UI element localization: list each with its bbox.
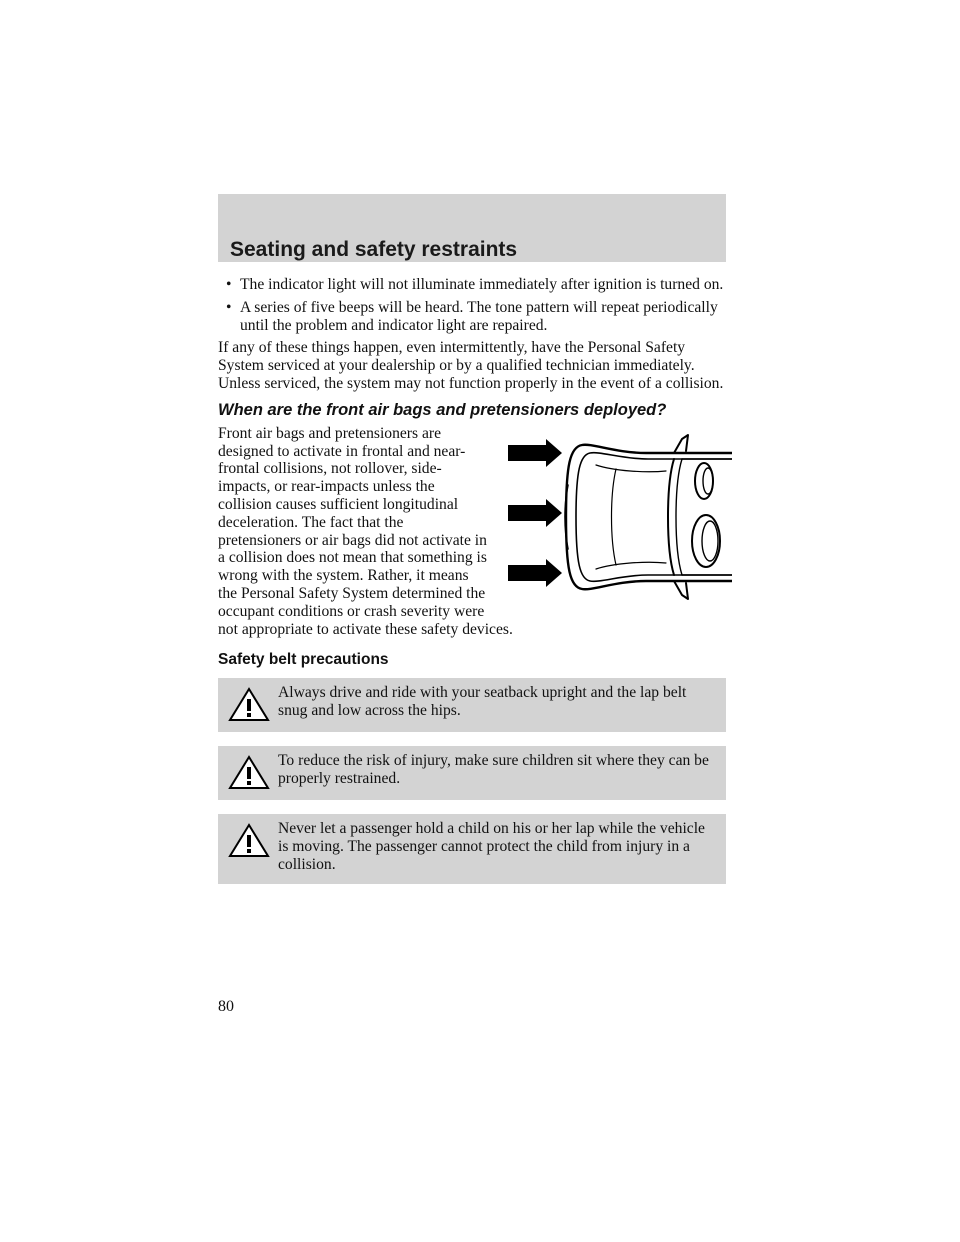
impact-arrows [508,439,562,587]
warning-box [218,814,726,884]
section-header-band [218,194,726,262]
warning-box [218,678,726,732]
warning-triangle-icon [228,686,270,722]
deployment-section [218,425,726,639]
subheading-deployment: When are the front air bags and pretensioners deployed? [218,400,667,419]
bullet-item [218,276,726,294]
warning-triangle-icon [228,822,270,858]
bullet-symbol: • [226,276,232,293]
body-paragraph: If any of these things happen, even intermittently, have the Personal Safety System serviced at your dealership or by a qualified technician immediately. Unless serviced, the system may not function properly in the event of a collision. [218,339,724,392]
car-impact-illustration [496,425,732,609]
bullet-text: The indicator light will not illuminate immediately after ignition is turned on. [240,276,724,293]
bullet-item [218,299,726,335]
page-content [218,276,726,898]
car-front-icon [496,425,732,609]
warning-text: To reduce the risk of injury, make sure children sit where they can be properly restrained. [278,752,709,788]
warning-triangle-icon [228,754,270,790]
warning-box [218,746,726,800]
warning-text: Never let a passenger hold a child on his or her lap while the vehicle is moving. The passenger cannot protect the child from injury in a collision. [278,820,705,874]
bullet-symbol: • [226,298,232,316]
warning-text: Always drive and ride with your seatback upright and the lap belt snug and low across the hips. [278,684,687,720]
subheading-safety-belt: Safety belt precautions [218,651,389,669]
page-number: 80 [218,998,234,1015]
section-title: Seating and safety restraints [230,238,518,261]
bullet-text: A series of five beeps will be heard. The tone pattern will repeat periodically until the problem and indicator light are repaired. [240,298,718,334]
deployment-paragraph: Front air bags and pretensioners are designed to activate in frontal and near-frontal collisions, not rollover, side-impacts, or rear-impacts unless the collision causes sufficient longitudinal deceleration. The fact that the pretensioners or air bags did not activate in a collision does not mean that something is wrong with the system. Rather, it means the Personal Safety System determined the occupant conditions or crash severity were not appropriate to activate these safety devices. [218,424,513,638]
